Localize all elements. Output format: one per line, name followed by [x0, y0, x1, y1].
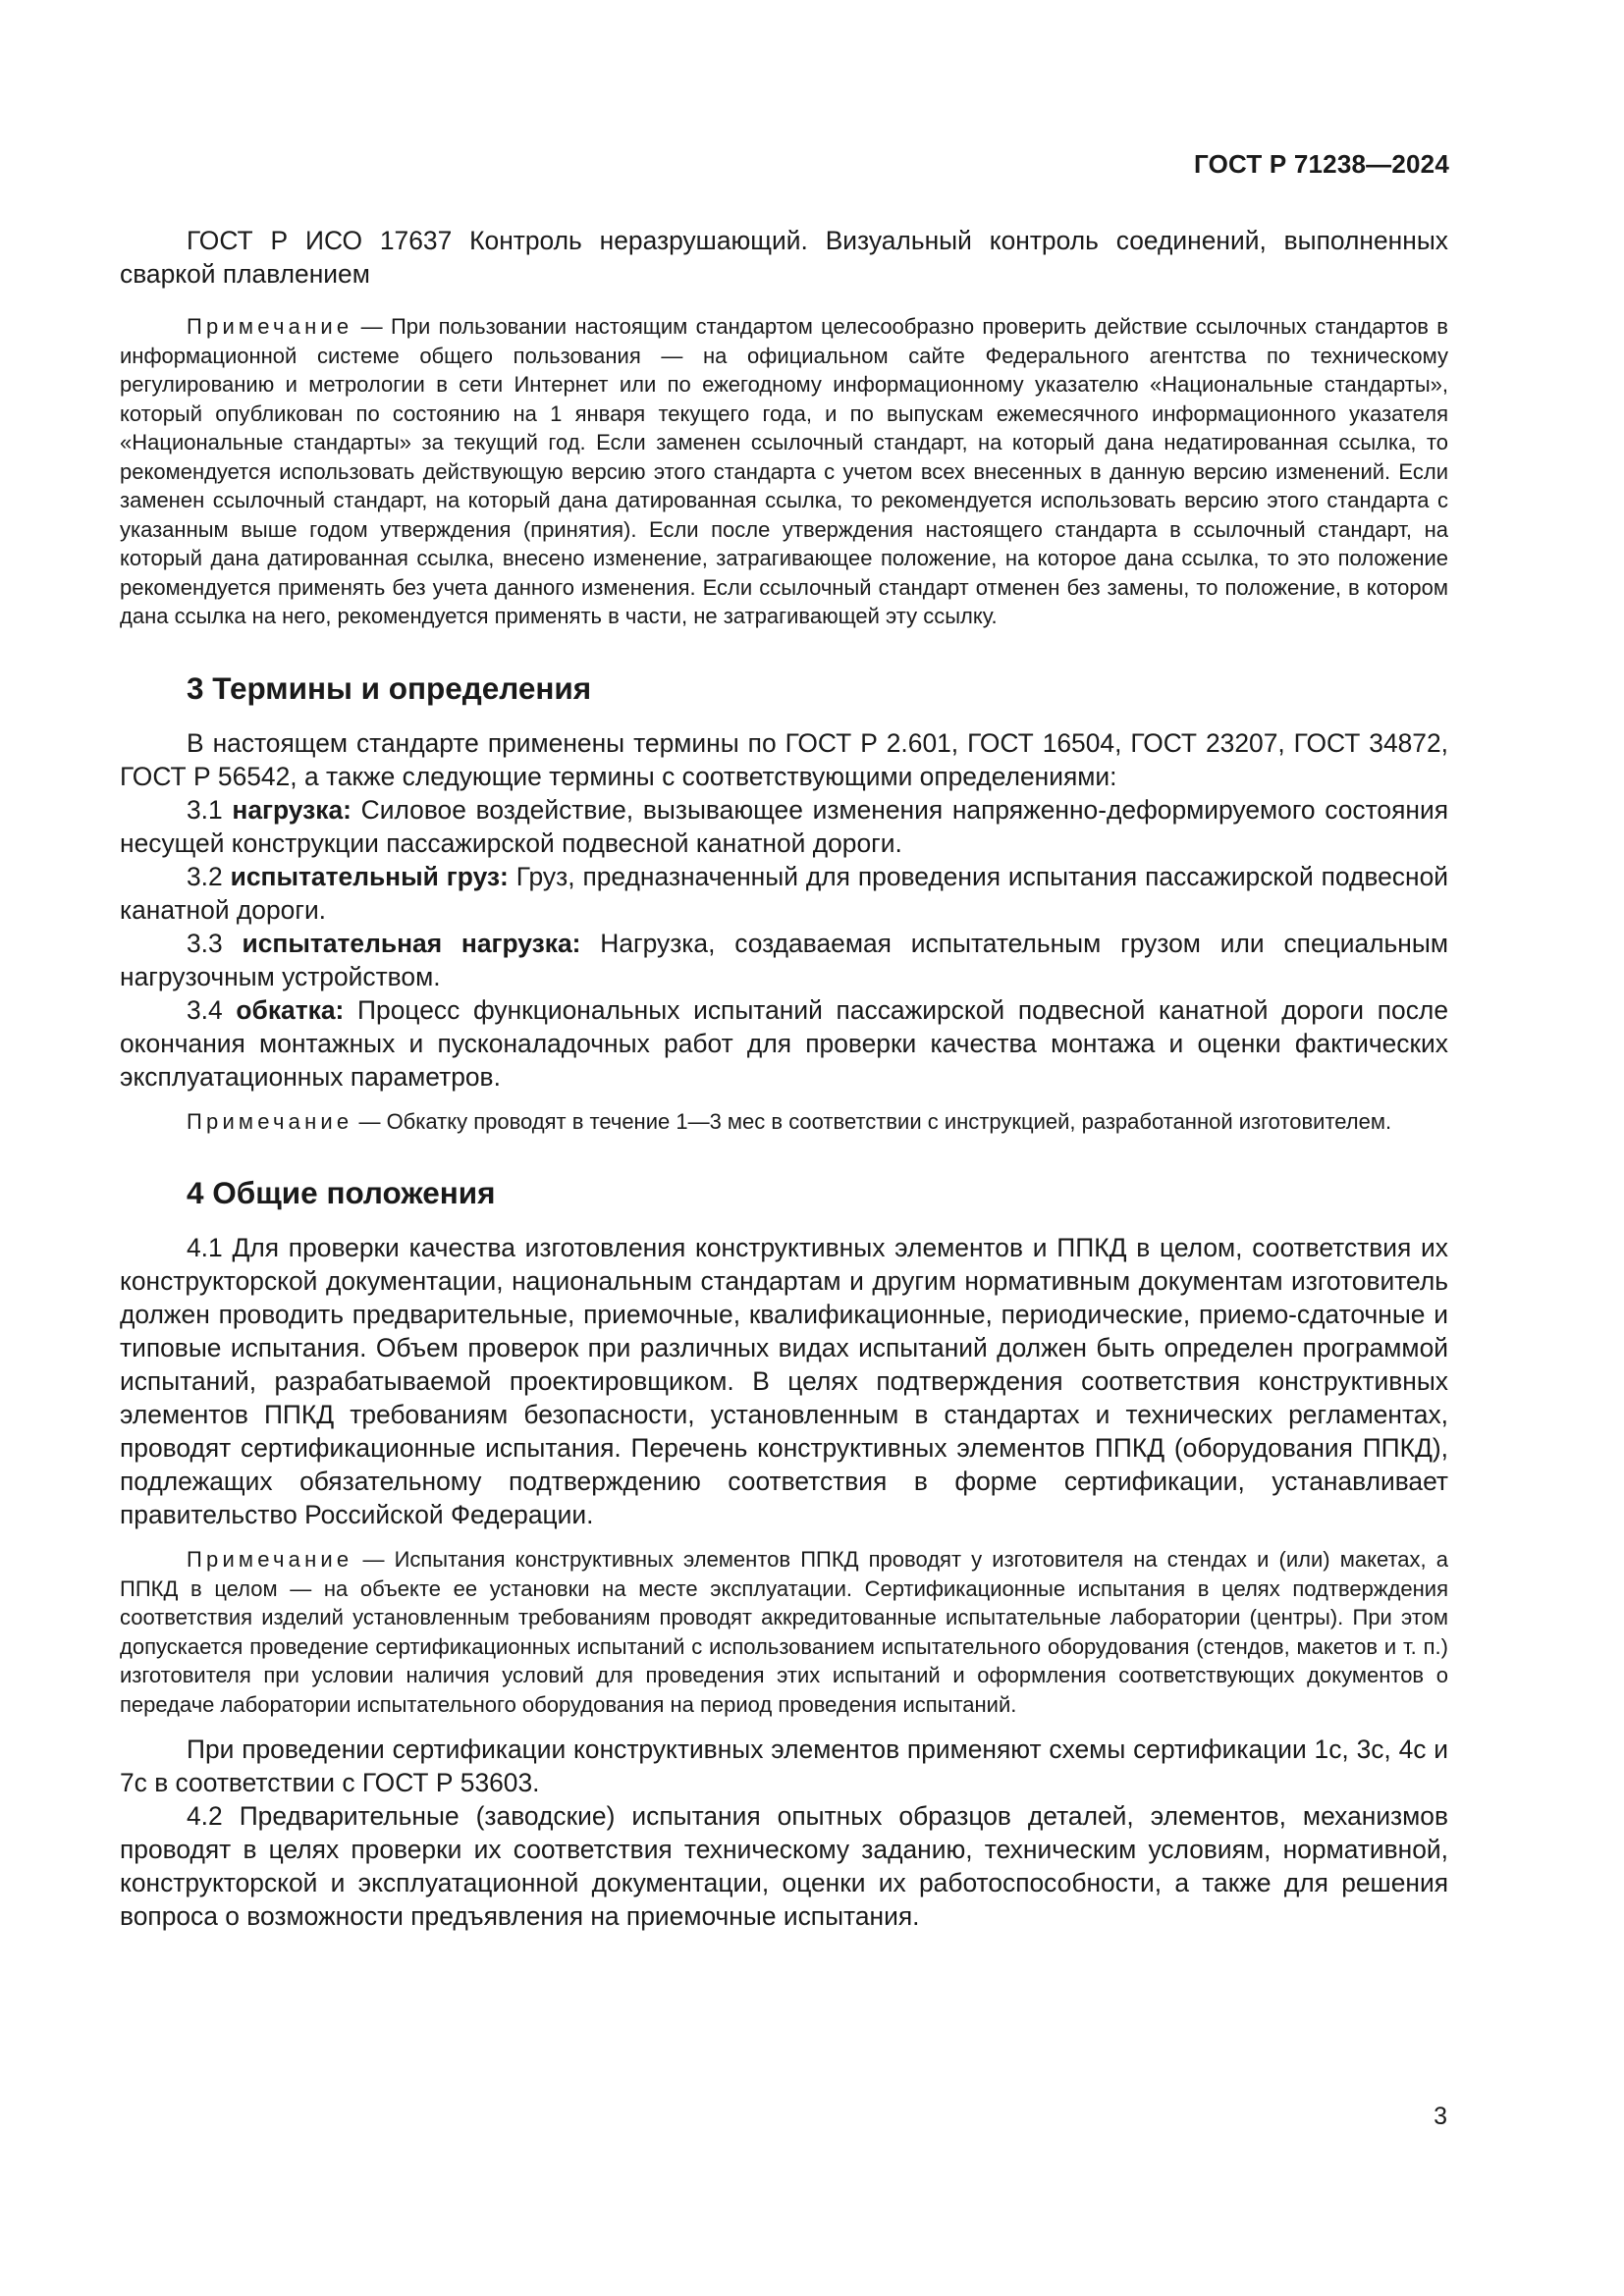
page-number: 3 — [1434, 2103, 1447, 2130]
section-3-heading: 3 Термины и определения — [187, 669, 592, 706]
term-3-2 — [120, 860, 1448, 927]
clause-4-1: 4.1 Для проверки качества изготовления конструктивных элементов и ППКД в целом, соответствия их конструкторской документации, национальным стандартам и другим нормативным документам изготовитель должен проводить предварительные, приемочные, квалификационные, периодические, приемо-сдаточные и типовые испытания. Объем проверок при различных видах испытаний должен быть определен программой испытаний, разрабатываемой проектировщиком. В целях подтверждения соответствия конструктивных элементов ППКД требованиям безопасности, установленным в стандартах и технических регламентах, проводят сертификационные испытания. Перечень конструктивных элементов ППКД (оборудования ППКД), подлежащих обязательному подтверждению соответствия в форме сертификации, устанавливает правительство Российской Федерации. — [120, 1233, 1448, 1529]
note-label: Примечание — [187, 1547, 353, 1572]
term-definition: Процесс функциональных испытаний пассажирской подвесной канатной дороги после окончания монтажных и пусконаладочных работ для проверки качества монтажа и оценки фактических эксплуатационных параметров. — [120, 994, 1448, 1092]
term-definition: Груз, предназначенный для проведения испытания пассажирской подвесной канатной дороги. — [120, 861, 1448, 925]
page-content — [120, 224, 1448, 1933]
term-name: обкатка: — [236, 994, 345, 1025]
term-3-1 — [120, 793, 1448, 860]
section-3-intro: В настоящем стандарте применены термины по ГОСТ Р 2.601, ГОСТ 16504, ГОСТ 23207, ГОСТ 34872, ГОСТ Р 56542, а также следующие термины с соответствующими определениями: — [120, 727, 1448, 791]
term-name: испытательный груз: — [230, 861, 509, 891]
term-name: испытательная нагрузка: — [242, 928, 581, 958]
certification-paragraph: При проведении сертификации конструктивных элементов применяют схемы сертификации 1с, 3с, 4с и 7с в соответствии с ГОСТ Р 53603. — [120, 1735, 1448, 1797]
clause-4-2: 4.2 Предварительные (заводские) испытания опытных образцов деталей, элементов, механизмов проводят в целях проверки их соответствия техническому заданию, техническим условиям, нормативной, конструкторской и эксплуатационной документации, оценки их работоспособности, а также для решения вопроса о возможности предъявления на приемочные испытания. — [120, 1801, 1448, 1931]
note-label: Примечание — [187, 1108, 353, 1134]
note-label: Примечание — [187, 314, 353, 339]
note-tests — [120, 1545, 1448, 1719]
term-number: 3.3 — [187, 928, 243, 958]
note-references — [120, 312, 1448, 631]
term-number: 3.2 — [187, 861, 231, 891]
term-3-3 — [120, 927, 1448, 993]
term-number: 3.1 — [187, 794, 233, 825]
section-4-heading: 4 Общие положения — [187, 1175, 496, 1210]
note-text: — Обкатку проводят в течение 1—3 мес в соответствии с инструкцией, разработанной изготовителем. — [352, 1108, 1392, 1134]
term-name: нагрузка: — [232, 794, 352, 825]
term-definition: Нагрузка, создаваемая испытательным грузом или специальным нагрузочным устройством. — [120, 928, 1448, 991]
note-text: — Испытания конструктивных элементов ППКД проводят у изготовителя на стендах и (или) макетах, а ППКД в целом — на объекте ее установки на месте эксплуатации. Сертификационные испытания в целях подтверждения соответствия изделий установленным требованиям проводят аккредитованные испытательные лаборатории (центры). При этом допускается проведение сертификационных испытаний с использованием испытательного оборудования (стендов, макетов и т. п.) изготовителя при условии наличия условий для проведения этих испытаний и оформления соответствующих документов о передаче лаборатории испытательного оборудования на период проведения испытаний. — [120, 1547, 1448, 1717]
note-running-in — [120, 1107, 1448, 1137]
reference-iso-17637: ГОСТ Р ИСО 17637 Контроль неразрушающий. Визуальный контроль соединений, выполненных сваркой плавлением — [120, 226, 1448, 289]
document-code: ГОСТ Р 71238—2024 — [1194, 149, 1449, 179]
term-number: 3.4 — [187, 994, 237, 1025]
note-text: — При пользовании настоящим стандартом целесообразно проверить действие ссылочных стандартов в информационной системе общего пользования — на официальном сайте Федерального агентства по техническому регулированию и метрологии в сети Интернет или по ежегодному информационному указателю «Национальные стандарты», который опубликован по состоянию на 1 января текущего года, и по выпускам ежемесячного информационного указателя «Национальные стандарты» за текущий год. Если заменен ссылочный стандарт, на который дана недатированная ссылка, то рекомендуется использовать действующую версию этого стандарта с учетом всех внесенных в данную версию изменений. Если заменен ссылочный стандарт, на который дана датированная ссылка, то рекомендуется использовать версию этого стандарта с указанным выше годом утверждения (принятия). Если после утверждения настоящего стандарта в ссылочный стандарт, на который дана датированная ссылка, внесено изменение, затрагивающее положение, на которое дана ссылка, то это положение рекомендуется применять без учета данного изменения. Если ссылочный стандарт отменен без замены, то положение, в котором дана ссылка на него, рекомендуется применять в части, не затрагивающей эту ссылку. — [120, 314, 1448, 628]
term-definition: Силовое воздействие, вызывающее изменения напряженно-деформируемого состояния несущей конструкции пассажирской подвесной канатной дороги. — [120, 794, 1448, 858]
term-3-4 — [120, 993, 1448, 1094]
